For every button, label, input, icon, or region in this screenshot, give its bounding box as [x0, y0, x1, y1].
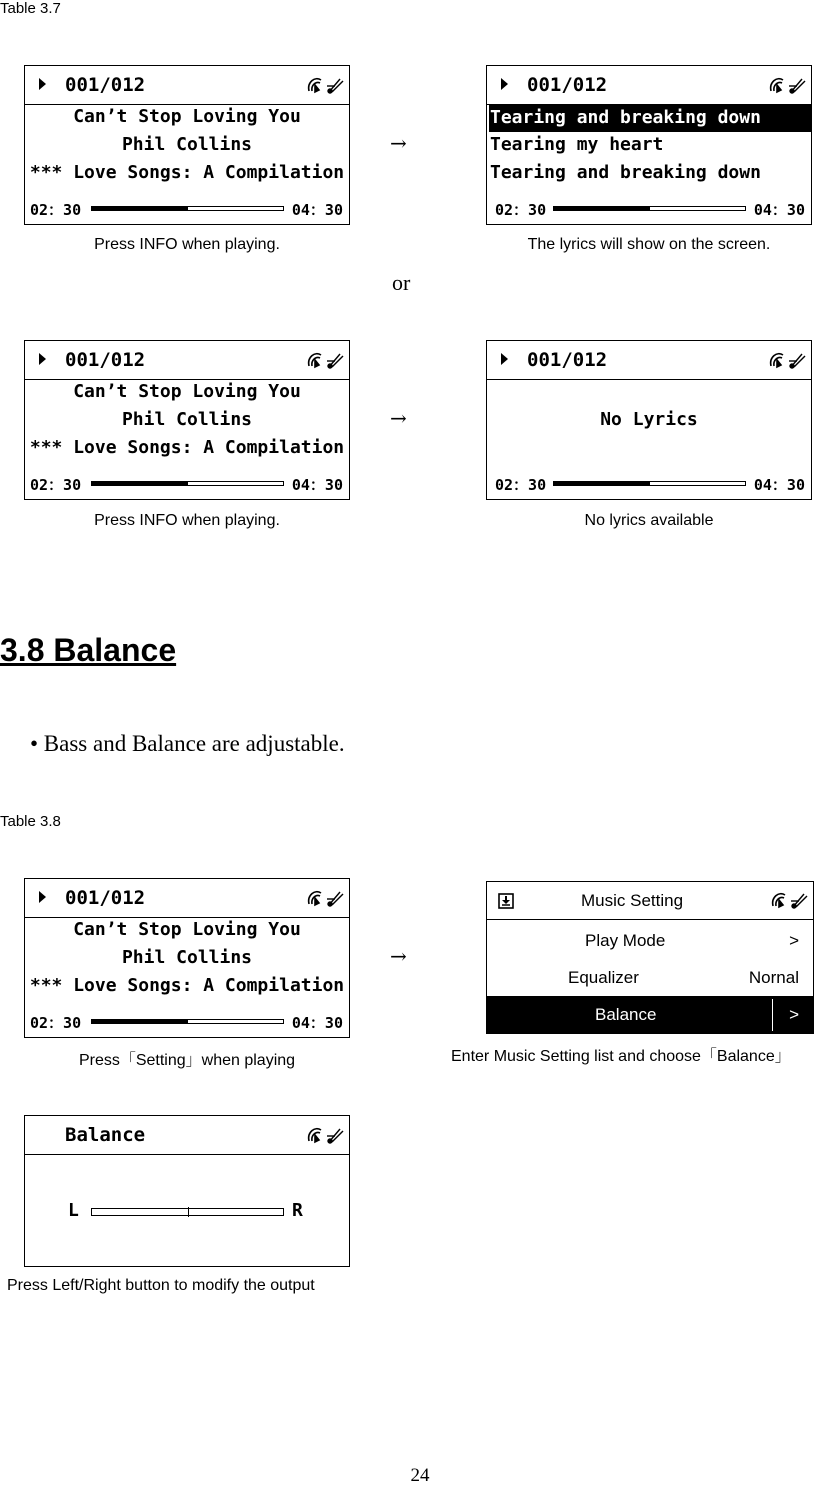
sound-settings-icon	[789, 79, 805, 93]
menu-item-value: >	[789, 931, 799, 950]
arrow: →	[390, 406, 407, 430]
play-icon	[39, 353, 46, 365]
song-title: Can’t Stop Loving You	[73, 919, 301, 940]
track-number: 001/012	[65, 74, 146, 96]
divider	[772, 999, 773, 1031]
progress-bar	[553, 481, 746, 486]
progress-bar	[553, 206, 746, 211]
album-name: *** Love Songs: A Compilation	[29, 975, 345, 996]
page-number: 24	[410, 1465, 430, 1486]
sound-settings-icon	[789, 354, 805, 368]
table-label: Table 3.7	[0, 0, 61, 17]
menu-item-value: Nornal	[748, 968, 799, 987]
status-icons	[767, 349, 807, 371]
track-number: 001/012	[527, 349, 608, 371]
music-setting-menu	[486, 881, 814, 1034]
headphone-signal-icon	[309, 1129, 321, 1142]
screen-header	[25, 341, 349, 380]
menu-item-balance[interactable]	[487, 996, 813, 1034]
time-total: 04：30	[291, 1014, 343, 1032]
progress-fill	[92, 207, 188, 210]
menu-item-equalizer[interactable]	[487, 959, 813, 996]
time-total: 04：30	[753, 201, 805, 219]
time-elapsed: 02：30	[30, 201, 82, 219]
caption: Press INFO when playing.	[94, 512, 280, 529]
song-title: Can’t Stop Loving You	[73, 381, 301, 402]
artist-name: Phil Collins	[121, 409, 253, 430]
track-number: 001/012	[65, 349, 146, 371]
time-elapsed: 02：30	[30, 1014, 82, 1032]
time-total: 04：30	[291, 476, 343, 494]
headphone-signal-icon	[309, 892, 321, 905]
play-icon	[39, 78, 46, 90]
status-icons	[767, 74, 807, 96]
menu-item-value: >	[789, 1005, 799, 1024]
time-total: 04：30	[753, 476, 805, 494]
player-screen	[24, 65, 350, 225]
screen-header	[25, 1116, 349, 1155]
time-total: 04：30	[291, 201, 343, 219]
section-heading: 3.8 Balance	[0, 632, 177, 668]
caption: The lyrics will show on the screen.	[527, 236, 771, 253]
player-screen	[24, 878, 350, 1038]
menu-item-label: Equalizer	[568, 968, 639, 987]
time-elapsed: 02：30	[495, 201, 547, 219]
headphone-signal-icon	[771, 79, 783, 92]
play-icon	[501, 78, 508, 90]
progress-bar	[91, 1019, 284, 1024]
progress-bar	[91, 206, 284, 211]
lyric-line: Tearing my heart	[490, 134, 664, 155]
menu-title: Music Setting	[581, 891, 684, 910]
status-icons	[305, 887, 345, 909]
balance-marker	[188, 1207, 189, 1217]
caption: Press「Setting」when playing	[78, 1052, 296, 1069]
progress-bar	[91, 481, 284, 486]
song-title: Can’t Stop Loving You	[73, 106, 301, 127]
screen-header	[487, 66, 811, 105]
status-icons	[305, 1124, 345, 1146]
caption: No lyrics available	[584, 512, 714, 529]
or-separator: or	[392, 270, 411, 295]
screen-header	[25, 879, 349, 918]
artist-name: Phil Collins	[121, 947, 253, 968]
sound-settings-icon	[327, 1129, 343, 1143]
artist-name: Phil Collins	[121, 134, 253, 155]
download-box-icon	[498, 893, 514, 909]
sound-settings-icon	[327, 354, 343, 368]
headphone-signal-icon	[771, 354, 783, 367]
album-name: *** Love Songs: A Compilation	[29, 162, 345, 183]
lyric-line: Tearing and breaking down	[490, 162, 761, 183]
track-number: 001/012	[527, 74, 608, 96]
album-name: *** Love Songs: A Compilation	[29, 437, 345, 458]
status-icons	[305, 74, 345, 96]
screen-header	[25, 66, 349, 105]
menu-header	[487, 882, 813, 920]
headphone-signal-icon	[309, 79, 321, 92]
progress-fill	[92, 482, 188, 485]
status-icons	[769, 889, 809, 911]
no-lyrics-screen	[486, 340, 812, 500]
progress-fill	[92, 1020, 188, 1023]
time-elapsed: 02：30	[495, 476, 547, 494]
balance-screen	[24, 1115, 350, 1267]
lyric-line-selected: Tearing and breaking down	[489, 104, 811, 132]
balance-title: Balance	[65, 1124, 146, 1146]
balance-left-label: L	[68, 1200, 79, 1221]
balance-slider[interactable]	[91, 1208, 284, 1216]
arrow: →	[390, 944, 407, 968]
progress-fill	[554, 207, 650, 210]
table-label: Table 3.8	[0, 813, 61, 830]
menu-item-label: Play Mode	[585, 931, 666, 950]
bullet-text: • Bass and Balance are adjustable.	[30, 731, 345, 756]
sound-settings-icon	[791, 894, 807, 908]
arrow: →	[390, 131, 407, 155]
play-icon	[39, 891, 46, 903]
sound-settings-icon	[327, 892, 343, 906]
lyrics-screen	[486, 65, 812, 225]
time-elapsed: 02：30	[30, 476, 82, 494]
caption: Press INFO when playing.	[94, 236, 280, 253]
sound-settings-icon	[327, 79, 343, 93]
progress-fill	[554, 482, 650, 485]
headphone-signal-icon	[773, 894, 785, 907]
screen-header	[487, 341, 811, 380]
caption: Press Left/Right button to modify the output	[7, 1277, 315, 1294]
player-screen	[24, 340, 350, 500]
headphone-signal-icon	[309, 354, 321, 367]
no-lyrics-message: No Lyrics	[600, 409, 698, 430]
status-icons	[305, 349, 345, 371]
track-number: 001/012	[65, 887, 146, 909]
caption: Enter Music Setting list and choose「Balance」	[451, 1048, 791, 1065]
menu-item-play-mode[interactable]	[487, 922, 813, 959]
menu-item-label: Balance	[595, 1005, 657, 1024]
balance-right-label: R	[292, 1200, 303, 1221]
play-icon	[501, 353, 508, 365]
